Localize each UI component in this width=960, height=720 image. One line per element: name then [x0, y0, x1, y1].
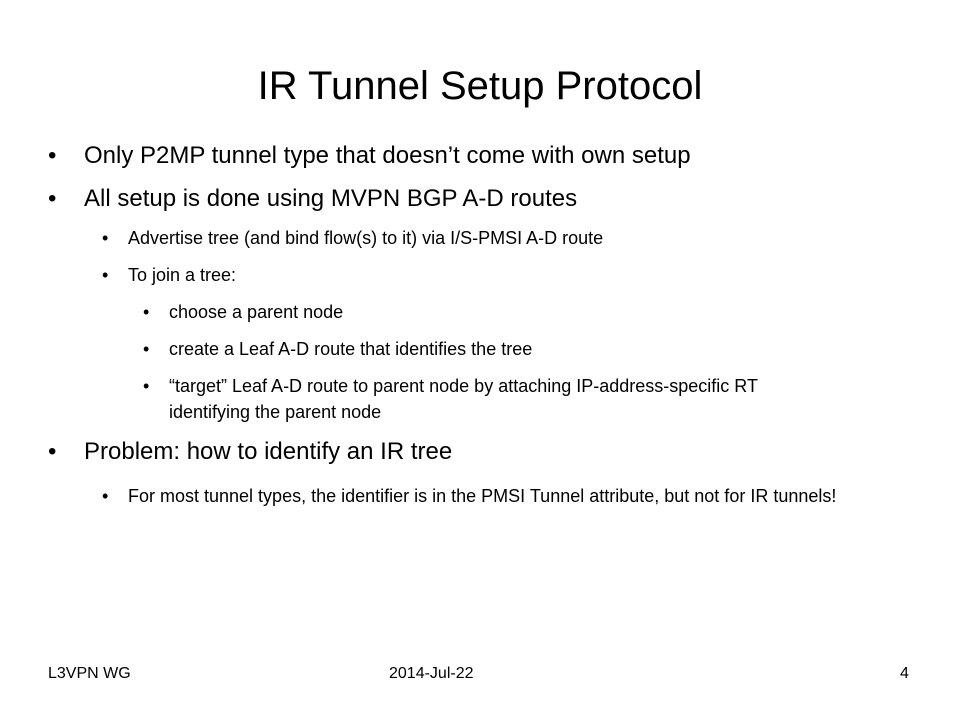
bullet-dot-icon: •	[143, 302, 150, 322]
footer-left: L3VPN WG	[48, 665, 131, 682]
bullet-dot-icon: •	[102, 228, 109, 248]
bullet-text: Only P2MP tunnel type that doesn’t come with own setup	[84, 142, 691, 169]
bullet-text: Advertise tree (and bind flow(s) to it) via I/S-PMSI A-D route	[128, 228, 604, 248]
bullet-dot-icon: •	[102, 486, 109, 506]
bullet-text: create a Leaf A-D route that identifies the tree	[169, 339, 533, 359]
bullet-text: All setup is done using MVPN BGP A-D routes	[84, 185, 578, 212]
bullet-dot-icon: •	[143, 339, 150, 359]
footer-date: 2014-Jul-22	[389, 665, 474, 682]
bullet-text: To join a tree:	[128, 265, 237, 285]
footer-page-number: 4	[900, 665, 909, 682]
bullet-level3	[143, 299, 843, 325]
bullet-text: Problem: how to identify an IR tree	[84, 438, 453, 465]
bullet-level2	[102, 483, 892, 509]
bullet-dot-icon: •	[143, 376, 150, 396]
bullet-text: “target” Leaf A-D route to parent node by attaching IP-address-specific RT identifying the parent node	[169, 376, 758, 422]
bullet-dot-icon: •	[48, 142, 57, 169]
bullet-dot-icon: •	[102, 265, 109, 285]
bullet-level3	[143, 336, 843, 362]
bullet-text: For most tunnel types, the identifier is in the PMSI Tunnel attribute, but not for IR tunnels!	[128, 486, 837, 506]
bullet-level1	[48, 184, 888, 214]
bullet-dot-icon: •	[48, 185, 57, 212]
bullet-level2	[102, 225, 892, 251]
bullet-level3	[143, 373, 843, 425]
bullet-text: choose a parent node	[169, 302, 344, 322]
bullet-dot-icon: •	[48, 438, 57, 465]
bullet-level2	[102, 262, 892, 288]
bullet-level1	[48, 437, 888, 467]
bullet-level1	[48, 141, 888, 171]
slide-title: IR Tunnel Setup Protocol	[257, 64, 703, 108]
